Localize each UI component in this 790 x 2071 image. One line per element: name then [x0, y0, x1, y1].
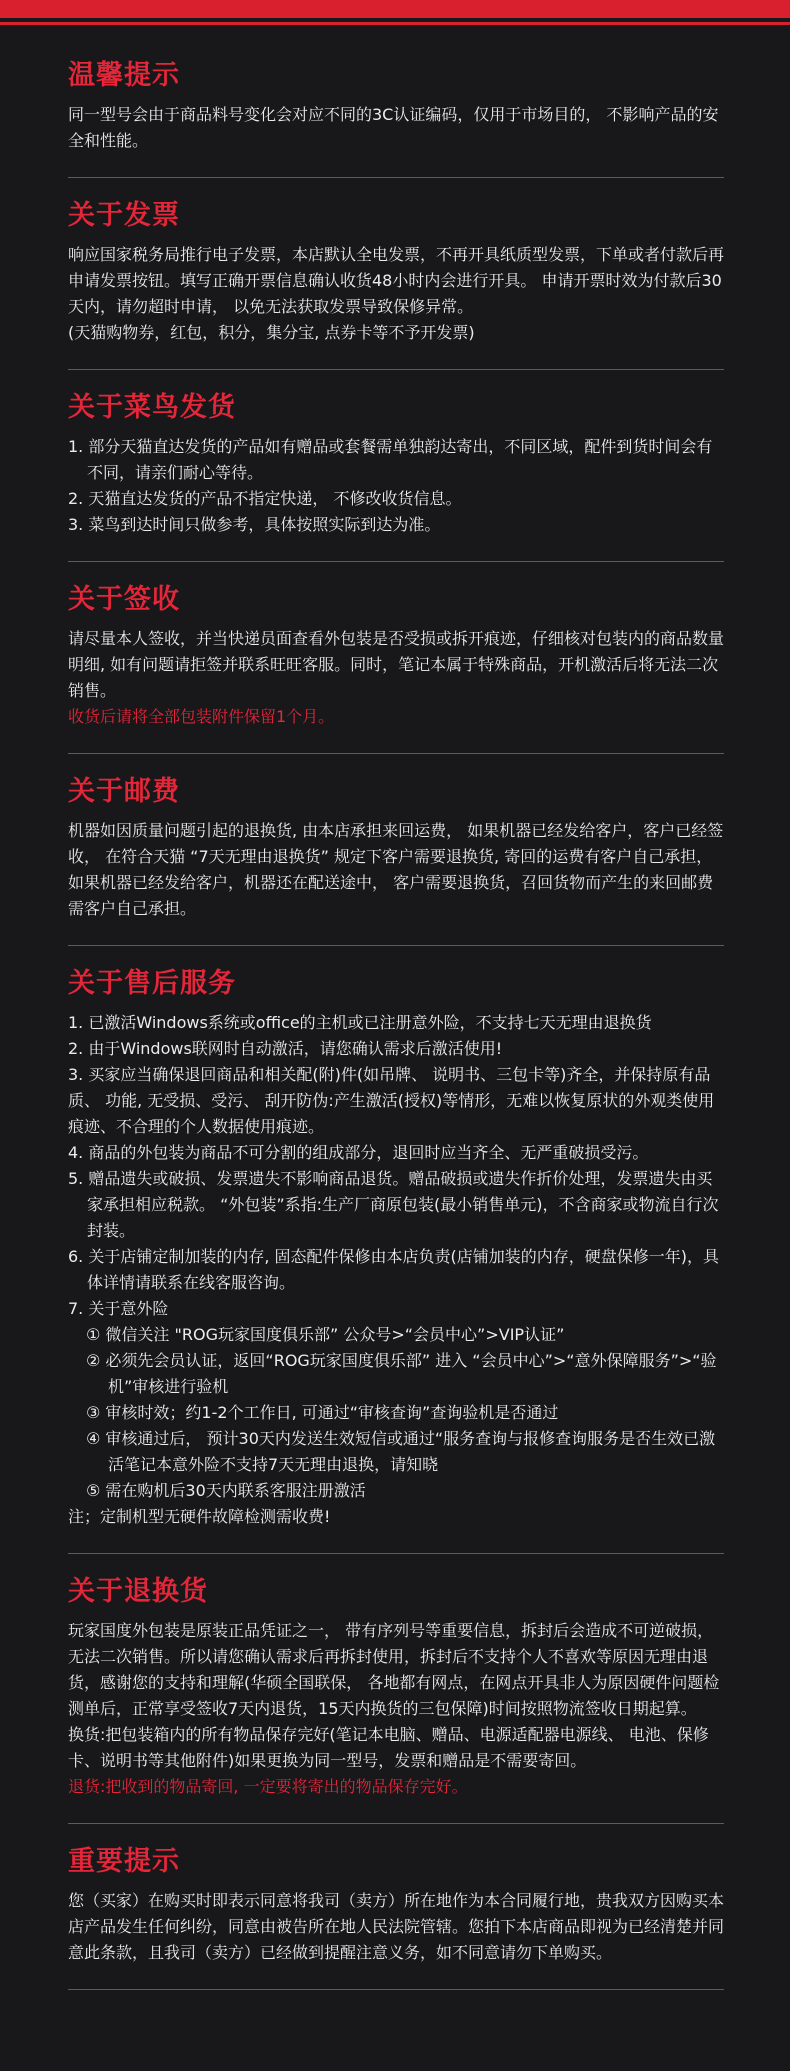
section-title: 重要提示 — [68, 1846, 180, 1877]
list-item: 5. 赠品遗失或破损、发票遗失不影响商品退货。赠品破损或遗失作折价处理，发票遗失由买家承担相应税款。 “外包装”系指:生产厂商原包装(最小销售单元)，不含商家或物流自行次封装。 — [68, 1169, 719, 1240]
section-text: (天猫购物券，红包，积分，集分宝, 点券卡等不予开发票) — [68, 323, 475, 342]
section-title: 温馨提示 — [68, 60, 180, 91]
list-item: 1. 部分天猫直达发货的产品如有赠品或套餐需单独韵达寄出，不同区域，配件到货时间会有不同，请亲们耐心等待。 — [68, 437, 713, 482]
section-note: 注；定制机型无硬件故障检测需收费! — [68, 1507, 331, 1526]
notice-content — [68, 58, 724, 2010]
section-title: 关于菜鸟发货 — [68, 392, 236, 423]
section-title: 关于签收 — [68, 584, 180, 615]
list-item: 3. 买家应当确保退回商品和相关配(附)件(如吊牌、 说明书、三包卡等)齐全，并保持原有品质、 功能, 无受损、受污、 刮开防伪:产生激活(授权)等情形，无难以恢复原状的外观类使用痕迹、不合理的个人数据使用痕迹。 — [68, 1065, 715, 1136]
section-text: 同一型号会由于商品料号变化会对应不同的3C认证编码，仅用于市场目的， 不影响产品的安全和性能。 — [68, 105, 719, 150]
list-item: 2. 天猫直达发货的产品不指定快递， 不修改收货信息。 — [68, 489, 462, 508]
highlight-text: 退货:把收到的物品寄回, 一定要将寄出的物品保存完好。 — [68, 1777, 468, 1796]
sub-list-item: ② 必须先会员认证，返回“ROG玩家国度俱乐部” 进入 “会员中心”>“意外保障服务”>“验机”审核进行验机 — [86, 1351, 717, 1396]
section-text: 玩家国度外包装是原装正品凭证之一， 带有序列号等重要信息，拆封后会造成不可逆破损，无法二次销售。所以请您确认需求后再拆封使用，拆封后不支持个人不喜欢等原因无理由退货，感谢您的支持和理解(华硕全国联保， 各地都有网点，在网点开具非人为原因硬件问题检测单后，正常享受签收7天内退货，15天内换货的三包保障)时间按照物流签收日期起算。 — [68, 1621, 720, 1718]
section-important — [68, 1844, 724, 1990]
list-item: 3. 菜鸟到达时间只做参考，具体按照实际到达为准。 — [68, 515, 441, 534]
section-title: 关于退换货 — [68, 1576, 208, 1607]
section-invoice — [68, 198, 724, 370]
section-text: 换货:把包装箱内的所有物品保存完好(笔记本电脑、赠品、电源适配器电源线、 电池、保修卡、说明书等其他附件)如果更换为同一型号，发票和赠品是不需要寄回。 — [68, 1725, 709, 1770]
sub-list-item: ④ 审核通过后， 预计30天内发送生效短信或通过“服务查询与报修查询服务是否生效已激活笔记本意外险不支持7天无理由退换，请知晓 — [86, 1429, 716, 1474]
list-item: 1. 已激活Windows系统或office的主机或已注册意外险，不支持七天无理由退换货 — [68, 1013, 652, 1032]
section-title: 关于邮费 — [68, 776, 180, 807]
section-title: 关于发票 — [68, 200, 180, 231]
sub-list-item: ⑤ 需在购机后30天内联系客服注册激活 — [86, 1481, 366, 1500]
list-item: 2. 由于Windows联网时自动激活，请您确认需求后激活使用! — [68, 1039, 503, 1058]
section-text: 您（买家）在购买时即表示同意将我司（卖方）所在地作为本合同履行地，贵我双方因购买本店产品发生任何纠纷，同意由被告所在地人民法院管辖。您拍下本店商品即视为已经清楚并同意此条款，且我司（卖方）已经做到提醒注意义务，如不同意请勿下单购买。 — [68, 1891, 725, 1962]
sub-list-item: ① 微信关注 "ROG玩家国度俱乐部” 公众号>“会员中心”>VIP认证” — [86, 1325, 565, 1344]
top-accent-bar — [0, 0, 790, 18]
section-title: 关于售后服务 — [68, 968, 236, 999]
section-returns — [68, 1574, 724, 1824]
top-accent-line — [0, 22, 790, 25]
section-aftersales — [68, 966, 724, 1554]
list-item: 4. 商品的外包装为商品不可分割的组成部分，退回时应当齐全、无严重破损受污。 — [68, 1143, 649, 1162]
list-item: 7. 关于意外险 — [68, 1299, 169, 1318]
section-text: 请尽量本人签收，并当快递员面查看外包装是否受损或拆开痕迹，仔细核对包装内的商品数量明细, 如有问题请拒签并联系旺旺客服。同时，笔记本属于特殊商品，开机激活后将无法二次销售。 — [68, 629, 725, 700]
section-text: 响应国家税务局推行电子发票，本店默认全电发票，不再开具纸质型发票，下单或者付款后再申请发票按钮。填写正确开票信息确认收货48小时内会进行开具。 申请开票时效为付款后30天内，请勿超时申请， 以免无法获取发票导致保修异常。 — [68, 245, 725, 316]
section-postage — [68, 774, 724, 946]
section-text: 机器如因质量问题引起的退换货, 由本店承担来回运费， 如果机器已经发给客户，客户已经签收， 在符合天猫 “7天无理由退换货” 规定下客户需要退换货, 寄回的运费有客户自己承担，如果机器已经发给客户，机器还在配送途中， 客户需要退换货，召回货物而产生的来回邮费需客户自己承担。 — [68, 821, 724, 918]
section-cainiao — [68, 390, 724, 562]
section-signing — [68, 582, 724, 754]
highlight-text: 收货后请将全部包装附件保留1个月。 — [68, 707, 335, 726]
sub-list-item: ③ 审核时效；约1-2个工作日, 可通过“审核查询”查询验机是否通过 — [86, 1403, 559, 1422]
list-item: 6. 关于店铺定制加装的内存, 固态配件保修由本店负责(店铺加装的内存，硬盘保修一年)，具体详情请联系在线客服咨询。 — [68, 1247, 720, 1292]
section-tips — [68, 58, 724, 178]
